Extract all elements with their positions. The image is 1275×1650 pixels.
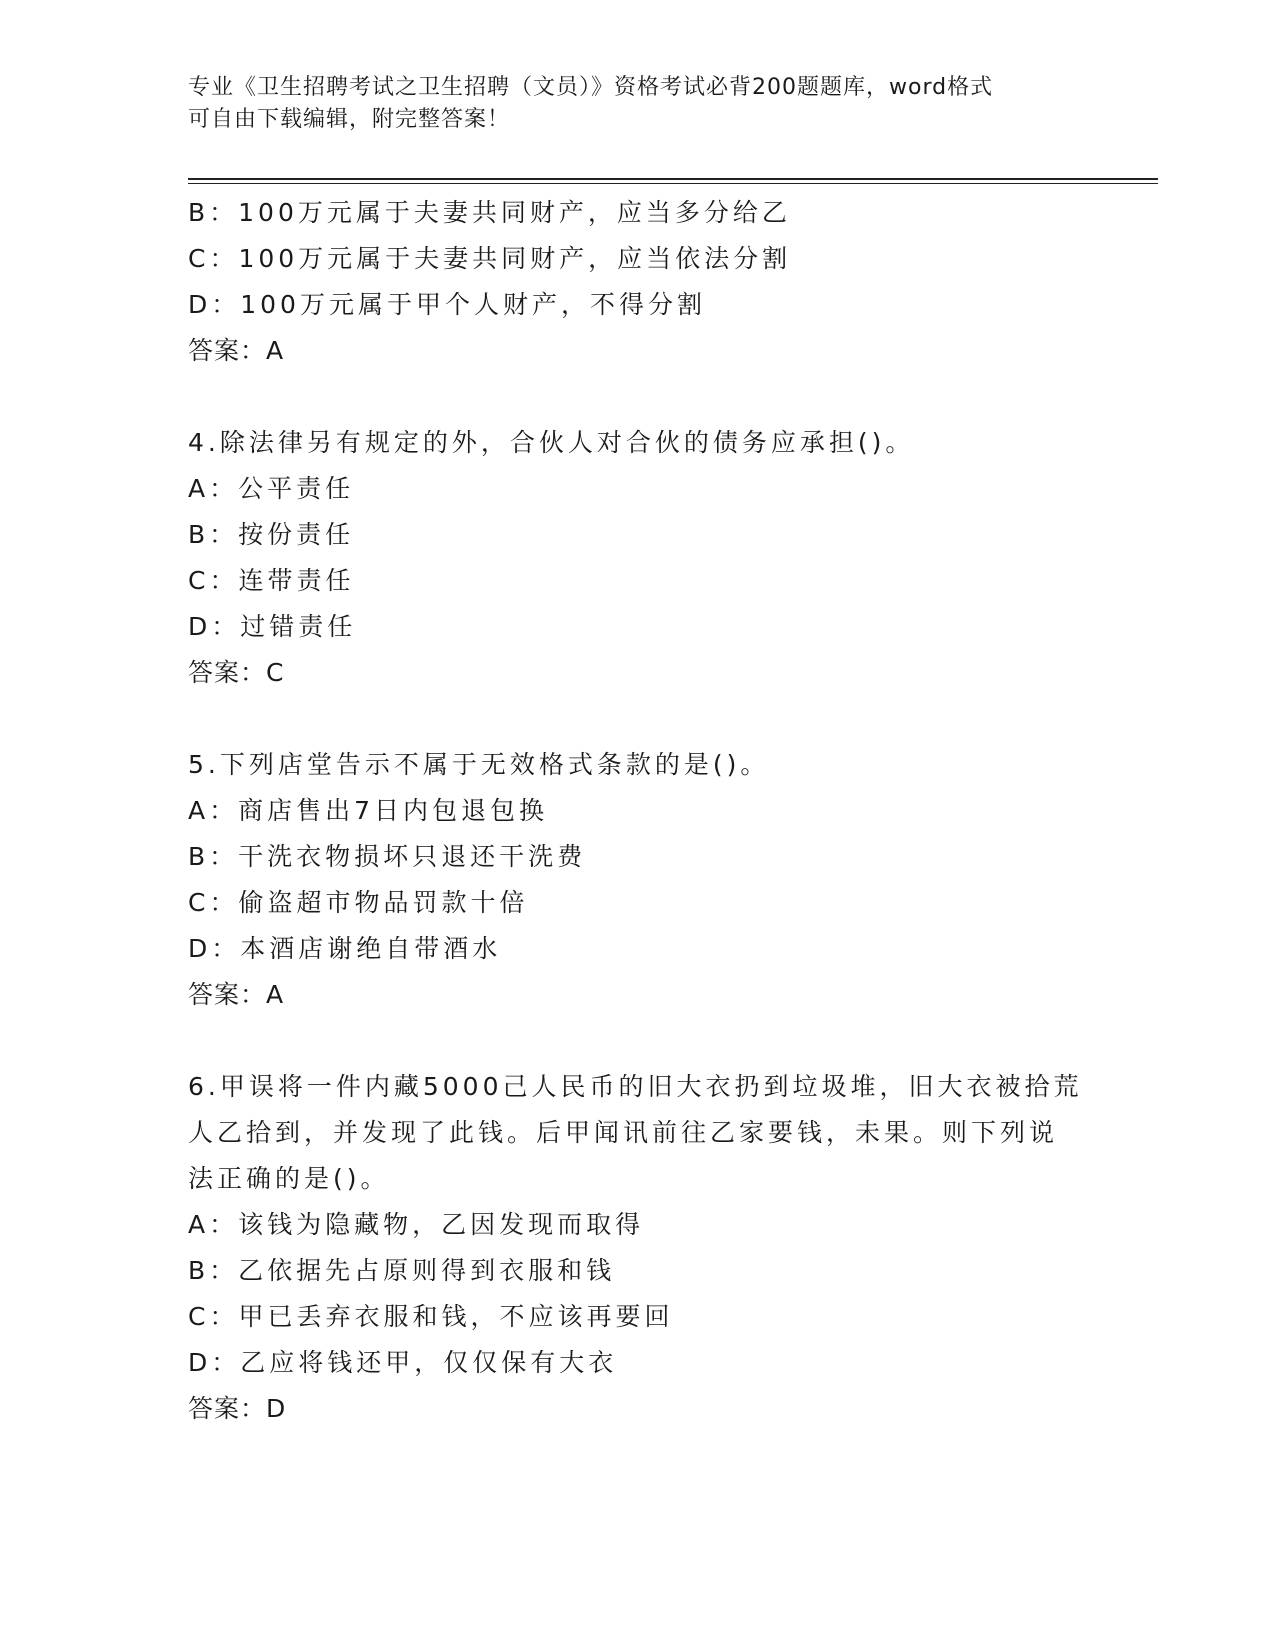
question-list	[188, 190, 1088, 1432]
question-5-option-b: B：干洗衣物损坏只退还干洗费	[188, 842, 587, 871]
question-5-option-d: D：本酒店谢绝自带酒水	[188, 934, 502, 963]
header-divider-thin	[188, 183, 1158, 184]
question-6-option-a: A：该钱为隐藏物，乙因发现而取得	[188, 1210, 645, 1239]
question-spacer	[188, 1018, 1088, 1064]
question-3-option-b: B：100万元属于夫妻共同财产，应当多分给乙	[188, 198, 791, 227]
question-4-option-d: D：过错责任	[188, 612, 357, 641]
question-4-answer: 答案：C	[188, 658, 285, 687]
question-6-option-b: B：乙依据先占原则得到衣服和钱	[188, 1256, 616, 1285]
question-6-stem-line-3: 法正确的是()。	[188, 1164, 390, 1193]
question-5-stem: 5.下列店堂告示不属于无效格式条款的是()。	[188, 750, 770, 779]
header-divider-thick	[188, 178, 1158, 180]
question-6-answer: 答案：D	[188, 1394, 287, 1423]
question-5-option-c: C：偷盗超市物品罚款十倍	[188, 888, 529, 917]
question-spacer	[188, 696, 1088, 742]
question-3	[188, 190, 1088, 374]
question-4-option-c: C：连带责任	[188, 566, 355, 595]
question-spacer	[188, 374, 1088, 420]
question-6-stem-line-2: 人乙拾到，并发现了此钱。后甲闻讯前往乙家要钱，未果。则下列说	[188, 1118, 1059, 1147]
question-5	[188, 742, 1088, 1018]
question-3-answer: 答案：A	[188, 336, 285, 365]
question-4-option-b: B：按份责任	[188, 520, 355, 549]
question-4	[188, 420, 1088, 696]
question-3-option-c: C：100万元属于夫妻共同财产，应当依法分割	[188, 244, 792, 273]
question-3-option-d: D：100万元属于甲个人财产，不得分割	[188, 290, 706, 319]
question-4-stem: 4.除法律另有规定的外，合伙人对合伙的债务应承担()。	[188, 428, 915, 457]
question-5-option-a: A：商店售出7日内包退包换	[188, 796, 549, 825]
question-4-option-a: A：公平责任	[188, 474, 355, 503]
question-6-option-c: C：甲已丢弃衣服和钱，不应该再要回	[188, 1302, 674, 1331]
question-5-answer: 答案：A	[188, 980, 285, 1009]
header-title-line-1: 专业《卫生招聘考试之卫生招聘（文员）》资格考试必背200题题库，word格式	[188, 75, 994, 100]
document-header	[188, 72, 1088, 136]
header-title-line-2: 可自由下载编辑，附完整答案！	[188, 107, 511, 132]
question-6-stem-line-1: 6.甲误将一件内藏5000己人民币的旧大衣扔到垃圾堆，旧大衣被拾荒	[188, 1072, 1083, 1101]
question-6-option-d: D：乙应将钱还甲，仅仅保有大衣	[188, 1348, 618, 1377]
question-6	[188, 1064, 1088, 1432]
